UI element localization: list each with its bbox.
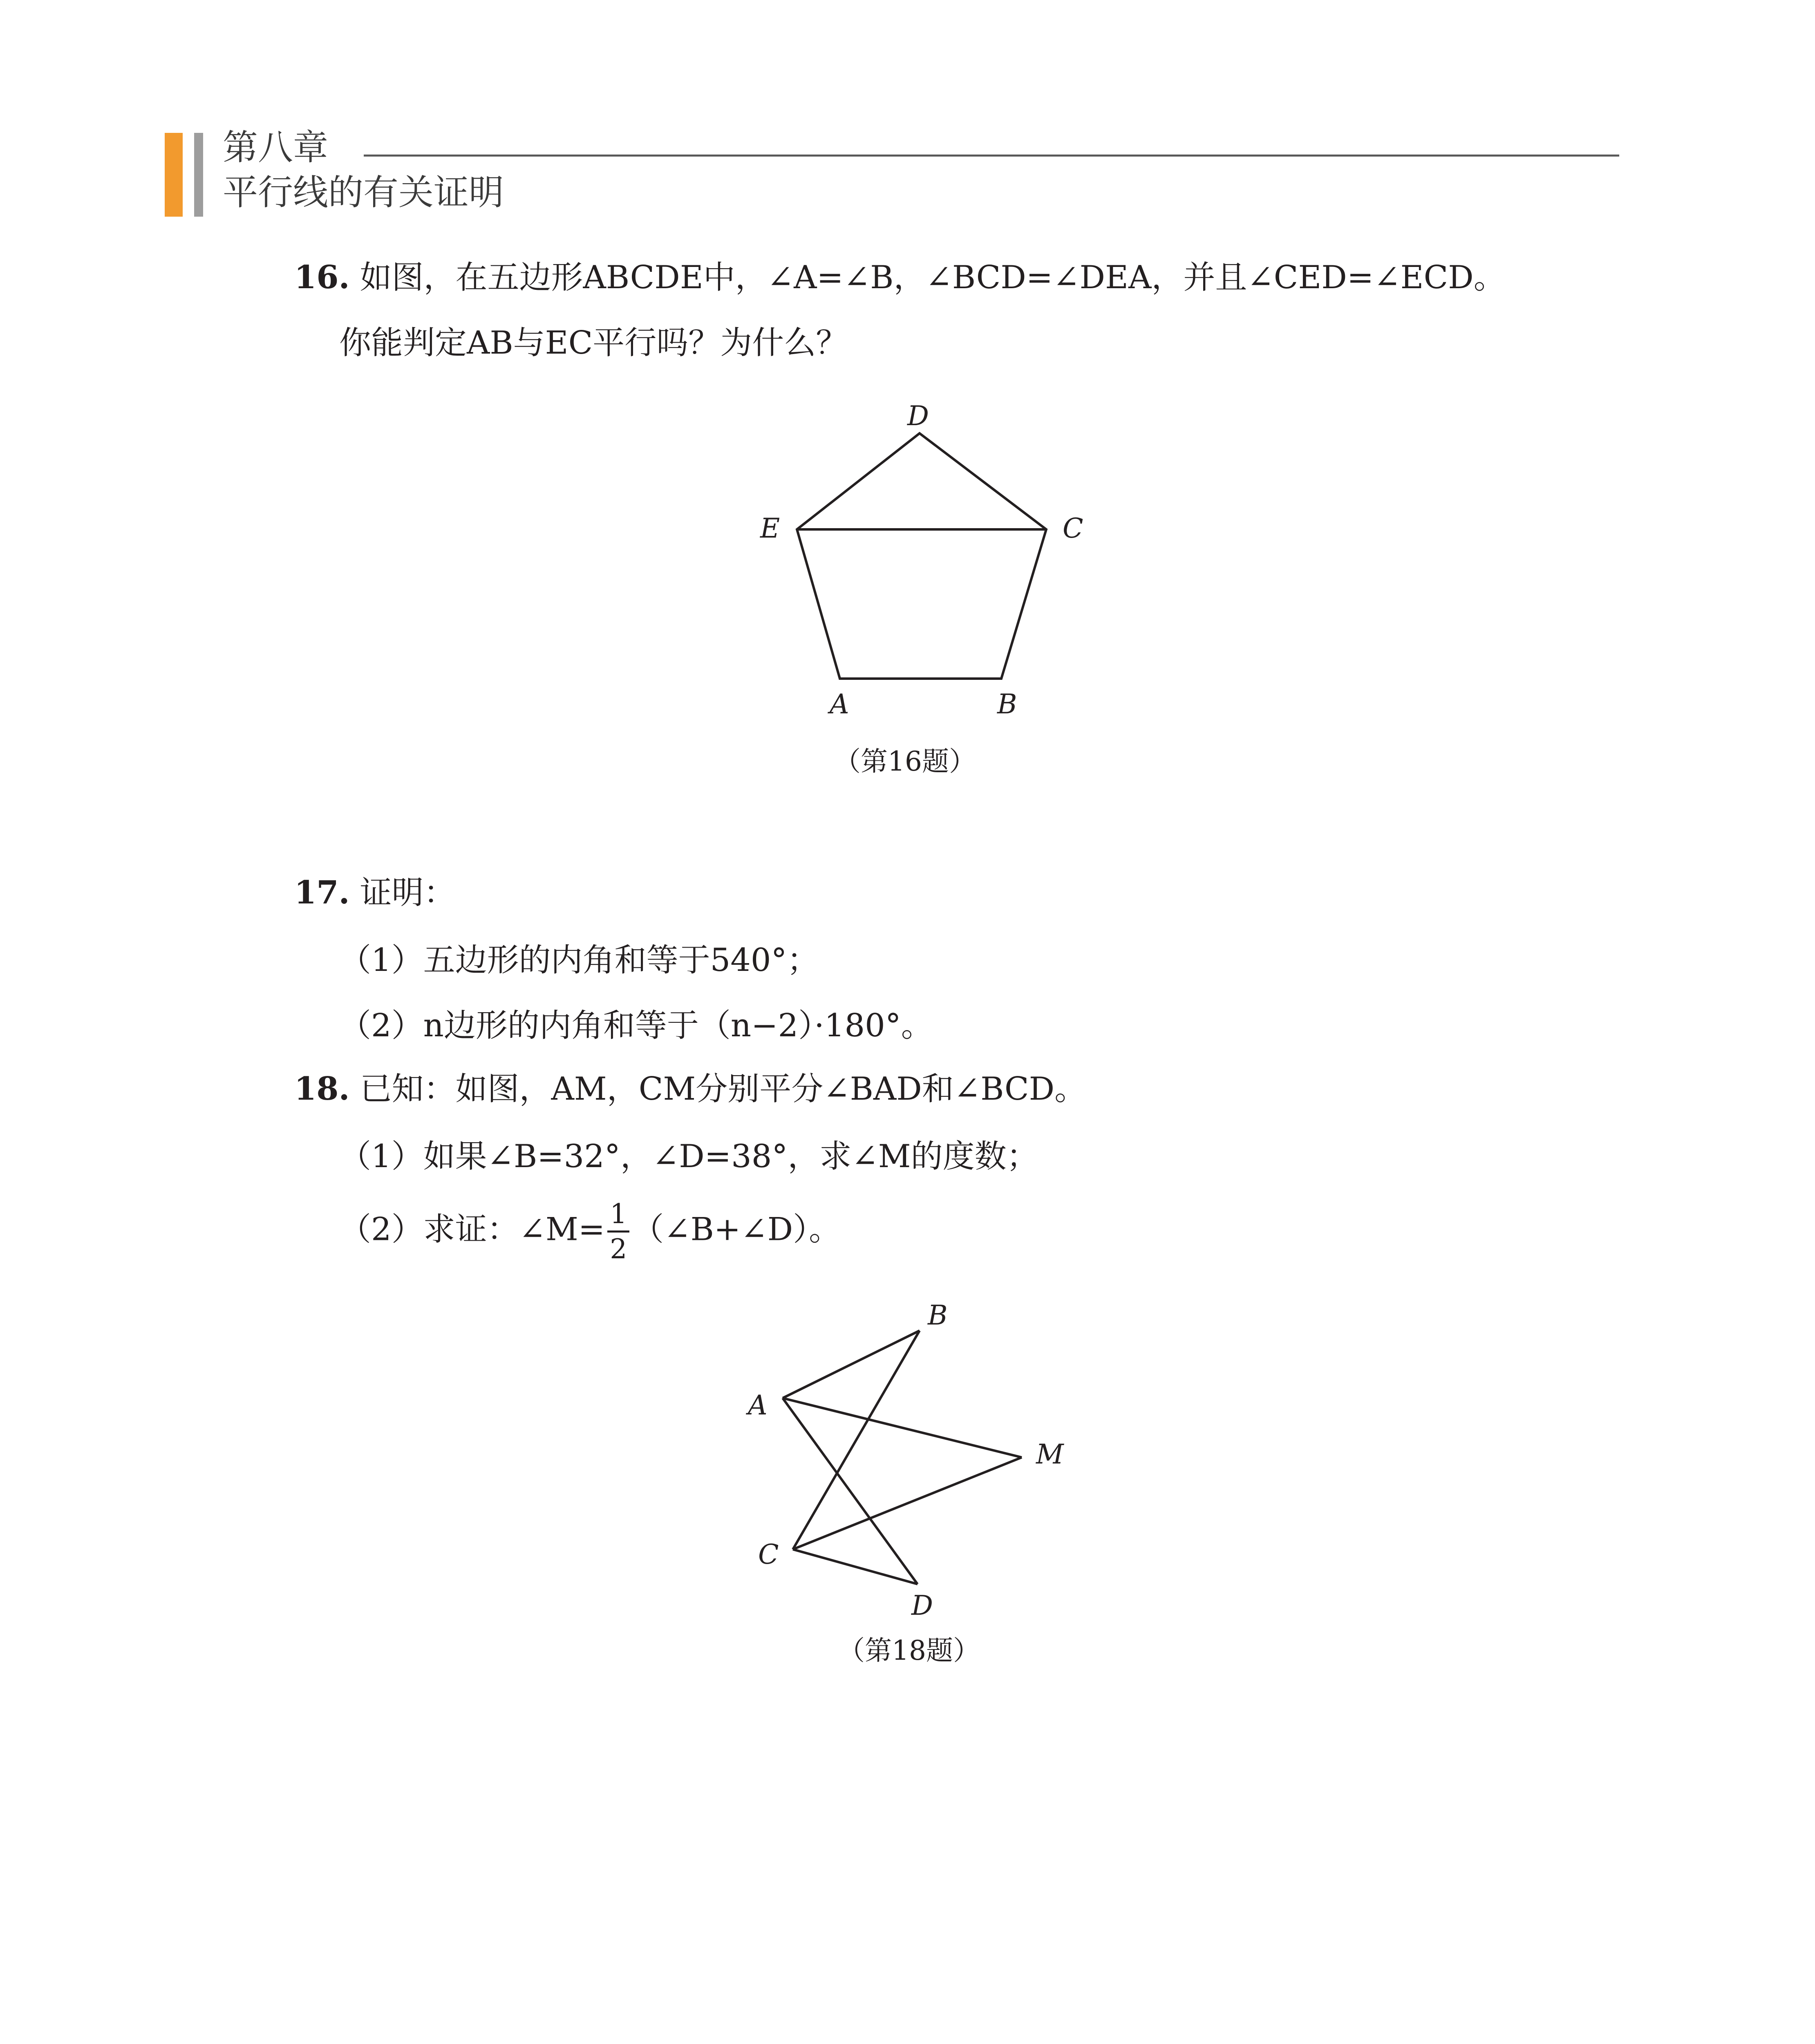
label-a: A xyxy=(830,688,849,720)
label-c: C xyxy=(758,1539,779,1570)
q16-caption: （第16题） xyxy=(834,746,976,777)
q18-part2-prefix: （2）求证：∠M= xyxy=(339,1211,605,1248)
label-m: M xyxy=(1036,1439,1064,1470)
q17-line xyxy=(294,874,456,911)
q16-text: 如图，在五边形ABCDE中，∠A=∠B，∠BCD=∠DEA，并且∠CED=∠ECD。 xyxy=(360,259,1506,296)
label-b: B xyxy=(997,688,1017,720)
q17-part1: （1）五边形的内角和等于540°； xyxy=(339,942,819,979)
q18-figure xyxy=(736,1296,1103,1623)
label-b: B xyxy=(928,1300,948,1331)
q17-title: 证明： xyxy=(360,874,456,911)
one-half-fraction xyxy=(607,1200,629,1264)
q16-number: 16. xyxy=(294,259,350,296)
q18-caption: （第18题） xyxy=(838,1635,980,1666)
header-rule xyxy=(364,155,1619,157)
q18-part1: （1）如果∠B=32°，∠D=38°，求∠M的度数； xyxy=(339,1138,1038,1175)
q18-part2 xyxy=(339,1200,841,1264)
header-accent-bar-secondary xyxy=(194,133,203,217)
segment-cm xyxy=(793,1457,1022,1549)
q17-part2: （2）n边形的内角和等于（n−2）·180°。 xyxy=(339,1007,933,1044)
q18-part2-suffix: （∠B+∠D）。 xyxy=(632,1211,841,1248)
q16-line2: 你能判定AB与EC平行吗？为什么？ xyxy=(339,325,848,361)
label-d: D xyxy=(907,401,929,432)
chapter-label: 第八章 xyxy=(223,128,328,167)
q16-line1 xyxy=(294,259,1506,296)
chapter-title: 平行线的有关证明 xyxy=(223,173,504,212)
q16-pentagon-figure xyxy=(715,401,1124,736)
q18-title: 已知：如图，AM，CM分别平分∠BAD和∠BCD。 xyxy=(360,1071,1087,1107)
q18-number: 18. xyxy=(294,1070,350,1107)
header-accent-bar xyxy=(165,133,183,217)
fraction-denominator: 2 xyxy=(610,1233,627,1265)
label-e: E xyxy=(760,513,780,544)
segment-cd xyxy=(793,1549,918,1584)
label-c: C xyxy=(1063,513,1083,544)
fraction-numerator: 1 xyxy=(607,1200,629,1233)
pentagon-shape xyxy=(797,433,1046,679)
label-d: D xyxy=(911,1590,933,1621)
label-a: A xyxy=(748,1390,768,1421)
q17-number: 17. xyxy=(294,874,350,911)
q18-line xyxy=(294,1070,1087,1107)
